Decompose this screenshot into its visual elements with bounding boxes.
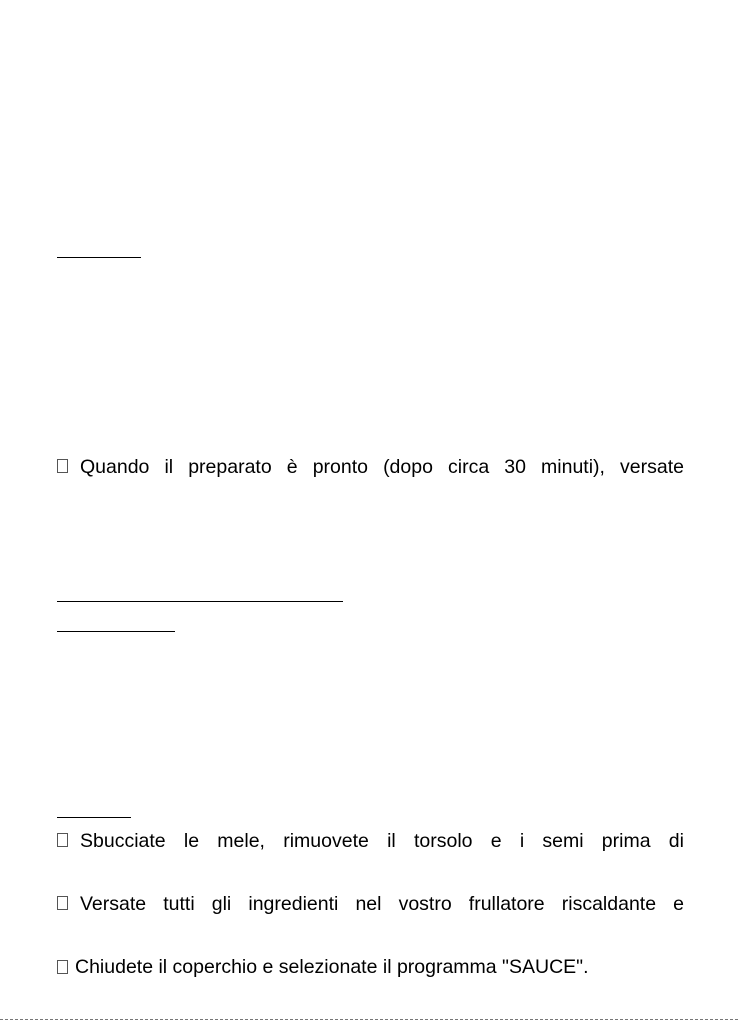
bullet-box-icon: [57, 833, 68, 847]
paragraph-line-4: [57, 955, 589, 979]
paragraph-line-3: [57, 892, 684, 916]
bullet-box-icon: [57, 896, 68, 910]
heading-underline-4: [57, 817, 131, 818]
paragraph-line-2: [57, 829, 684, 853]
line-text: Sbucciate le mele, rimuovete il torsolo e i semi prima di: [80, 830, 684, 852]
line-text: Chiudete il coperchio e selezionate il programma "SAUCE".: [75, 956, 589, 978]
line-text: Versate tutti gli ingredienti nel vostro frullatore riscaldante e: [80, 893, 684, 915]
bullet-box-icon: [57, 960, 68, 974]
heading-underline-1: [57, 257, 141, 258]
page-bottom-border: [0, 1019, 738, 1020]
paragraph-line-1: [57, 455, 684, 479]
bullet-box-icon: [57, 459, 68, 473]
line-text: Quando il preparato è pronto (dopo circa 30 minuti), versate: [80, 456, 684, 478]
heading-underline-2: [57, 601, 343, 602]
heading-underline-3: [57, 631, 175, 632]
